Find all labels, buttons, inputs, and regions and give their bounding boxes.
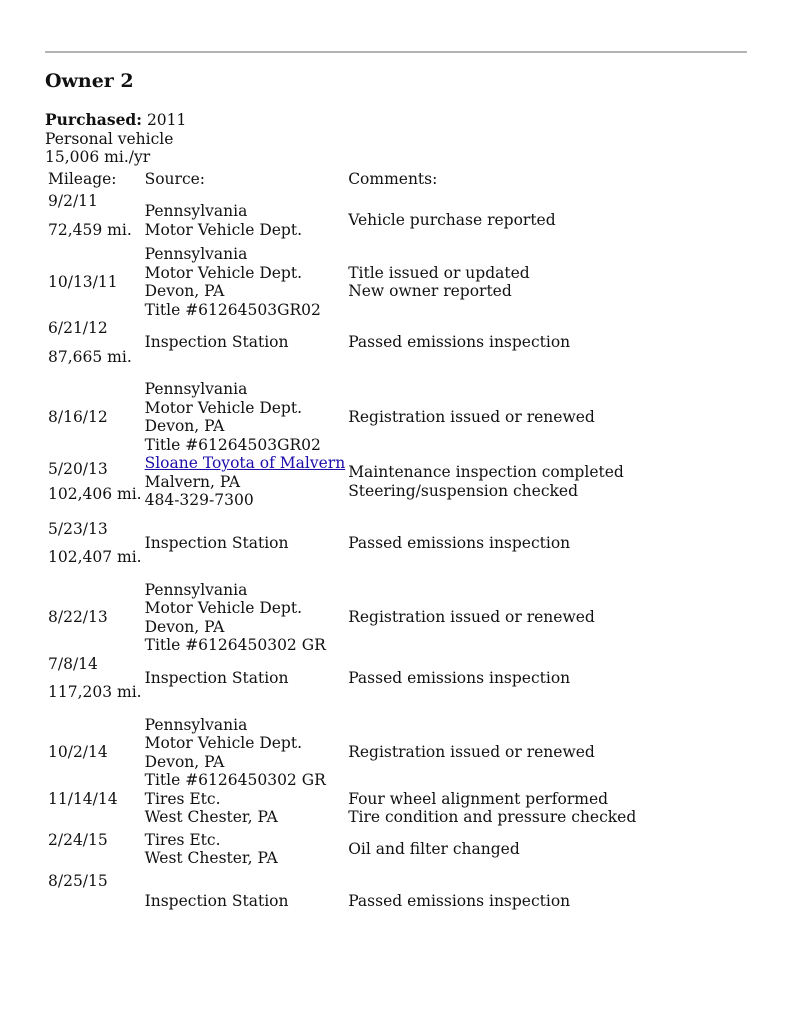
- record-comments-cell: [348, 380, 648, 454]
- record-comments-cell: [348, 581, 648, 655]
- record-date-mileage-cell: [48, 319, 142, 366]
- source-line: Pennsylvania: [144, 380, 248, 398]
- record-date: 11/14/14: [48, 789, 118, 808]
- source-line: 484-329-7300: [144, 491, 254, 509]
- source-line: Title #6126450302 GR: [144, 636, 326, 654]
- record-comments-cell: [348, 520, 648, 567]
- record-date: 5/20/13: [48, 459, 108, 478]
- record-date: 5/23/13: [48, 519, 108, 538]
- history-record: [48, 454, 648, 510]
- comment-line: Oil and filter changed: [348, 839, 520, 858]
- record-mileage: 102,407 mi.: [48, 548, 142, 566]
- record-comments-cell: [348, 716, 648, 790]
- source-line: West Chester, PA: [144, 849, 278, 867]
- history-record: [48, 520, 648, 567]
- record-mileage: 117,203 mi.: [48, 683, 142, 701]
- source-line: Motor Vehicle Dept.: [144, 398, 303, 417]
- purchased-year: 2011: [146, 111, 187, 129]
- history-record: [48, 655, 648, 702]
- record-comments-cell: [348, 319, 648, 366]
- record-date: 10/2/14: [48, 743, 108, 762]
- record-date-mileage-cell: [48, 192, 142, 239]
- comment-line: New owner reported: [348, 282, 512, 300]
- owner-summary: [45, 111, 186, 167]
- comment-line: Registration issued or renewed: [348, 743, 595, 762]
- annual-mileage: 15,006 mi./yr: [45, 148, 151, 166]
- record-source-cell: [145, 872, 346, 911]
- owner-heading: Owner 2: [45, 70, 134, 92]
- record-date-mileage-cell: [48, 380, 142, 454]
- source-line: Devon, PA: [144, 417, 225, 435]
- source-line: West Chester, PA: [144, 808, 278, 826]
- history-record: [48, 790, 648, 827]
- record-date-mileage-cell: [48, 245, 142, 319]
- history-record: [48, 872, 648, 911]
- source-line: Motor Vehicle Dept.: [144, 599, 303, 617]
- comment-line: Vehicle purchase reported: [348, 211, 556, 230]
- record-source-cell: [145, 716, 346, 790]
- source-line: Pennsylvania: [144, 202, 248, 220]
- record-date-mileage-cell: [48, 831, 142, 868]
- record-date: 9/2/11: [48, 192, 98, 210]
- source-line: Inspection Station: [144, 333, 289, 352]
- history-record: [48, 245, 648, 319]
- comment-line: Maintenance inspection completed: [348, 463, 624, 482]
- record-comments-cell: [348, 454, 648, 510]
- section-divider: [45, 51, 747, 53]
- history-record: [48, 319, 648, 366]
- record-source-cell: [145, 790, 346, 827]
- record-date-mileage-cell: [48, 655, 142, 702]
- record-date-mileage-cell: [48, 581, 142, 655]
- record-comments-cell: [348, 872, 648, 911]
- record-source-cell: [145, 380, 346, 454]
- record-date-mileage-cell: [48, 872, 142, 911]
- history-header-row: [48, 167, 648, 192]
- dealer-link[interactable]: Sloane Toyota of Malvern: [144, 454, 346, 472]
- record-date-mileage-cell: [48, 716, 142, 790]
- source-line: Pennsylvania: [144, 245, 248, 263]
- record-date: 8/16/12: [48, 407, 108, 426]
- record-comments-cell: [348, 192, 648, 239]
- history-record: [48, 831, 648, 868]
- source-line: Motor Vehicle Dept.: [144, 734, 303, 752]
- comment-line: Passed emissions inspection: [348, 333, 571, 352]
- source-line: Tires Etc.: [144, 789, 221, 808]
- comment-line: Steering/suspension checked: [348, 481, 579, 500]
- source-line: Motor Vehicle Dept.: [144, 220, 303, 239]
- vehicle-use: Personal vehicle: [45, 129, 174, 148]
- history-record: [48, 380, 648, 454]
- purchase-line: [45, 111, 186, 130]
- record-date: 2/24/15: [48, 830, 108, 849]
- source-line: Tires Etc.: [144, 830, 221, 849]
- comment-line: Passed emissions inspection: [348, 891, 571, 910]
- source-line: Inspection Station: [144, 533, 289, 552]
- record-date: 8/25/15: [48, 871, 108, 890]
- source-line: Title #61264503GR02: [144, 300, 321, 319]
- source-line: Inspection Station: [144, 891, 289, 910]
- history-record: [48, 581, 648, 655]
- record-date: 8/22/13: [48, 608, 108, 627]
- source-line: Title #6126450302 GR: [144, 771, 326, 789]
- source-line: Pennsylvania: [144, 715, 248, 734]
- record-date-mileage-cell: [48, 520, 142, 567]
- source-line: Devon, PA: [144, 752, 225, 771]
- comment-line: Passed emissions inspection: [348, 533, 571, 552]
- record-mileage: 87,665 mi.: [48, 347, 132, 366]
- source-line: Motor Vehicle Dept.: [144, 263, 303, 282]
- source-line: Inspection Station: [144, 668, 289, 687]
- source-column-header: Source:: [144, 170, 206, 189]
- history-table: [45, 167, 651, 910]
- comments-column-header: Comments:: [348, 170, 438, 189]
- record-comments-cell: [348, 245, 648, 319]
- record-comments-cell: [348, 790, 648, 827]
- record-comments-cell: [348, 655, 648, 702]
- mileage-column-header: Mileage:: [48, 170, 117, 189]
- record-source-cell: [145, 245, 346, 319]
- source-line: Devon, PA: [144, 617, 225, 636]
- record-source-cell: [145, 520, 346, 567]
- record-date-mileage-cell: [48, 790, 142, 827]
- record-source-cell: [145, 831, 346, 868]
- source-line: Devon, PA: [144, 282, 225, 300]
- record-date: 6/21/12: [48, 319, 108, 337]
- history-record: [48, 192, 648, 239]
- record-source-cell: [145, 454, 346, 510]
- source-line: Title #61264503GR02: [144, 435, 321, 454]
- record-mileage: 72,459 mi.: [48, 220, 132, 239]
- record-date: 7/8/14: [48, 654, 98, 673]
- comment-line: Tire condition and pressure checked: [348, 808, 637, 826]
- record-source-cell: [145, 192, 346, 239]
- comment-line: Passed emissions inspection: [348, 668, 571, 687]
- record-mileage: 102,406 mi.: [48, 485, 142, 504]
- record-comments-cell: [348, 831, 648, 868]
- record-source-cell: [145, 655, 346, 702]
- comment-line: Registration issued or renewed: [348, 608, 595, 627]
- source-line: Pennsylvania: [144, 580, 248, 599]
- comment-line: Registration issued or renewed: [348, 407, 595, 426]
- record-source-cell: [145, 319, 346, 366]
- source-line: Malvern, PA: [144, 472, 241, 491]
- history-record: [48, 716, 648, 790]
- comment-line: Title issued or updated: [348, 263, 530, 282]
- record-source-cell: [145, 581, 346, 655]
- record-date: 10/13/11: [48, 272, 118, 291]
- comment-line: Four wheel alignment performed: [348, 789, 609, 808]
- record-date-mileage-cell: [48, 454, 142, 510]
- purchased-label: Purchased:: [45, 110, 142, 129]
